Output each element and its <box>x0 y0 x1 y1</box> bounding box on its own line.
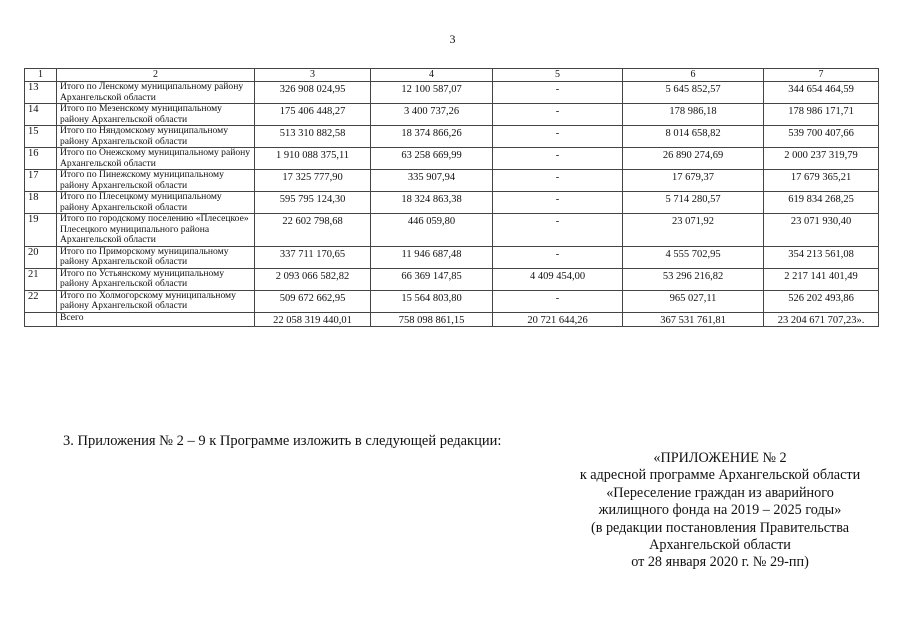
value-cell: - <box>493 214 623 247</box>
value-cell: 11 946 687,48 <box>371 246 493 268</box>
table-row <box>25 192 879 214</box>
data-table <box>24 68 879 327</box>
value-cell: 22 058 319 440,01 <box>255 312 371 326</box>
municipality-name-cell: Итого по Мезенскому муниципальному району Архангельской области <box>57 104 255 126</box>
table-row <box>25 312 879 326</box>
value-cell: - <box>493 148 623 170</box>
municipality-name-cell: Всего <box>57 312 255 326</box>
table-row <box>25 104 879 126</box>
value-cell: 26 890 274,69 <box>623 148 764 170</box>
value-cell: 23 071,92 <box>623 214 764 247</box>
value-cell: - <box>493 192 623 214</box>
value-cell: 539 700 407,66 <box>764 126 879 148</box>
value-cell: - <box>493 104 623 126</box>
municipality-name-cell: Итого по Холмогорскому муниципальному району Архангельской области <box>57 290 255 312</box>
column-header: 5 <box>493 69 623 82</box>
value-cell: 12 100 587,07 <box>371 82 493 104</box>
municipality-name-cell: Итого по Няндомскому муниципальному району Архангельской области <box>57 126 255 148</box>
table-row <box>25 268 879 290</box>
row-number-cell: 19 <box>25 214 57 247</box>
value-cell: - <box>493 246 623 268</box>
value-cell: 178 986 171,71 <box>764 104 879 126</box>
value-cell: 595 795 124,30 <box>255 192 371 214</box>
row-number-cell: 15 <box>25 126 57 148</box>
value-cell: - <box>493 82 623 104</box>
value-cell: 513 310 882,58 <box>255 126 371 148</box>
table-row <box>25 170 879 192</box>
appendix-line: от 28 января 2020 г. № 29-пп) <box>631 554 809 571</box>
column-header: 7 <box>764 69 879 82</box>
appendix-line: «Переселение граждан из аварийного <box>606 484 834 501</box>
table-body <box>25 82 879 327</box>
table-row <box>25 214 879 247</box>
page-number: 3 <box>449 32 456 46</box>
value-cell: 8 014 658,82 <box>623 126 764 148</box>
table-row <box>25 148 879 170</box>
row-number-cell: 18 <box>25 192 57 214</box>
row-number-cell: 21 <box>25 268 57 290</box>
value-cell: - <box>493 290 623 312</box>
appendix-heading <box>560 450 880 572</box>
value-cell: 63 258 669,99 <box>371 148 493 170</box>
column-header: 4 <box>371 69 493 82</box>
value-cell: 23 071 930,40 <box>764 214 879 247</box>
table-row <box>25 246 879 268</box>
value-cell: 17 679,37 <box>623 170 764 192</box>
value-cell: 18 374 866,26 <box>371 126 493 148</box>
column-header: 2 <box>57 69 255 82</box>
row-number-cell: 13 <box>25 82 57 104</box>
row-number-cell: 14 <box>25 104 57 126</box>
value-cell: 326 908 024,95 <box>255 82 371 104</box>
table-row <box>25 290 879 312</box>
row-number-cell: 20 <box>25 246 57 268</box>
municipality-name-cell: Итого по Плесецкому муниципальному району Архангельской области <box>57 192 255 214</box>
municipality-name-cell: Итого по Онежскому муниципальному району Архангельской области <box>57 148 255 170</box>
municipality-name-cell: Итого по городскому поселению «Плесецкое» Плесецкого муниципального района Архангельской области <box>57 214 255 247</box>
value-cell: 367 531 761,81 <box>623 312 764 326</box>
value-cell: 15 564 803,80 <box>371 290 493 312</box>
row-number-cell: 16 <box>25 148 57 170</box>
value-cell: 4 409 454,00 <box>493 268 623 290</box>
value-cell: 23 204 671 707,23». <box>764 312 879 326</box>
municipality-name-cell: Итого по Пинежскому муниципальному району Архангельской области <box>57 170 255 192</box>
row-number-cell <box>25 312 57 326</box>
column-header: 6 <box>623 69 764 82</box>
value-cell: 335 907,94 <box>371 170 493 192</box>
value-cell: 526 202 493,86 <box>764 290 879 312</box>
value-cell: 17 679 365,21 <box>764 170 879 192</box>
value-cell: 509 672 662,95 <box>255 290 371 312</box>
value-cell: - <box>493 126 623 148</box>
value-cell: 758 098 861,15 <box>371 312 493 326</box>
table-row <box>25 82 879 104</box>
value-cell: 2 217 141 401,49 <box>764 268 879 290</box>
value-cell: 4 555 702,95 <box>623 246 764 268</box>
value-cell: 2 000 237 319,79 <box>764 148 879 170</box>
appendix-line: к адресной программе Архангельской области <box>579 467 861 484</box>
appendix-line: «ПРИЛОЖЕНИЕ № 2 <box>653 450 787 466</box>
value-cell: 53 296 216,82 <box>623 268 764 290</box>
value-cell: 22 602 798,68 <box>255 214 371 247</box>
value-cell: 5 645 852,57 <box>623 82 764 104</box>
municipality-name-cell: Итого по Приморскому муниципальному району Архангельской области <box>57 246 255 268</box>
value-cell: - <box>493 170 623 192</box>
appendix-line: Архангельской области <box>649 537 791 554</box>
value-cell: 354 213 561,08 <box>764 246 879 268</box>
paragraph-text: 3. Приложения № 2 – 9 к Программе изложить в следующей редакции: <box>63 433 502 449</box>
value-cell: 1 910 088 375,11 <box>255 148 371 170</box>
value-cell: 20 721 644,26 <box>493 312 623 326</box>
table-header-row <box>25 69 879 82</box>
municipality-name-cell: Итого по Устьянскому муниципальному району Архангельской области <box>57 268 255 290</box>
column-header: 1 <box>25 69 57 82</box>
value-cell: 446 059,80 <box>371 214 493 247</box>
value-cell: 2 093 066 582,82 <box>255 268 371 290</box>
value-cell: 5 714 280,57 <box>623 192 764 214</box>
value-cell: 337 711 170,65 <box>255 246 371 268</box>
value-cell: 619 834 268,25 <box>764 192 879 214</box>
table-row <box>25 126 879 148</box>
row-number-cell: 17 <box>25 170 57 192</box>
column-header: 3 <box>255 69 371 82</box>
value-cell: 344 654 464,59 <box>764 82 879 104</box>
value-cell: 66 369 147,85 <box>371 268 493 290</box>
value-cell: 965 027,11 <box>623 290 764 312</box>
value-cell: 3 400 737,26 <box>371 104 493 126</box>
row-number-cell: 22 <box>25 290 57 312</box>
value-cell: 17 325 777,90 <box>255 170 371 192</box>
value-cell: 18 324 863,38 <box>371 192 493 214</box>
appendix-line: жилищного фонда на 2019 – 2025 годы» <box>598 502 842 519</box>
municipality-name-cell: Итого по Ленскому муниципальному району Архангельской области <box>57 82 255 104</box>
value-cell: 175 406 448,27 <box>255 104 371 126</box>
appendix-line: (в редакции постановления Правительства <box>590 519 850 536</box>
value-cell: 178 986,18 <box>623 104 764 126</box>
